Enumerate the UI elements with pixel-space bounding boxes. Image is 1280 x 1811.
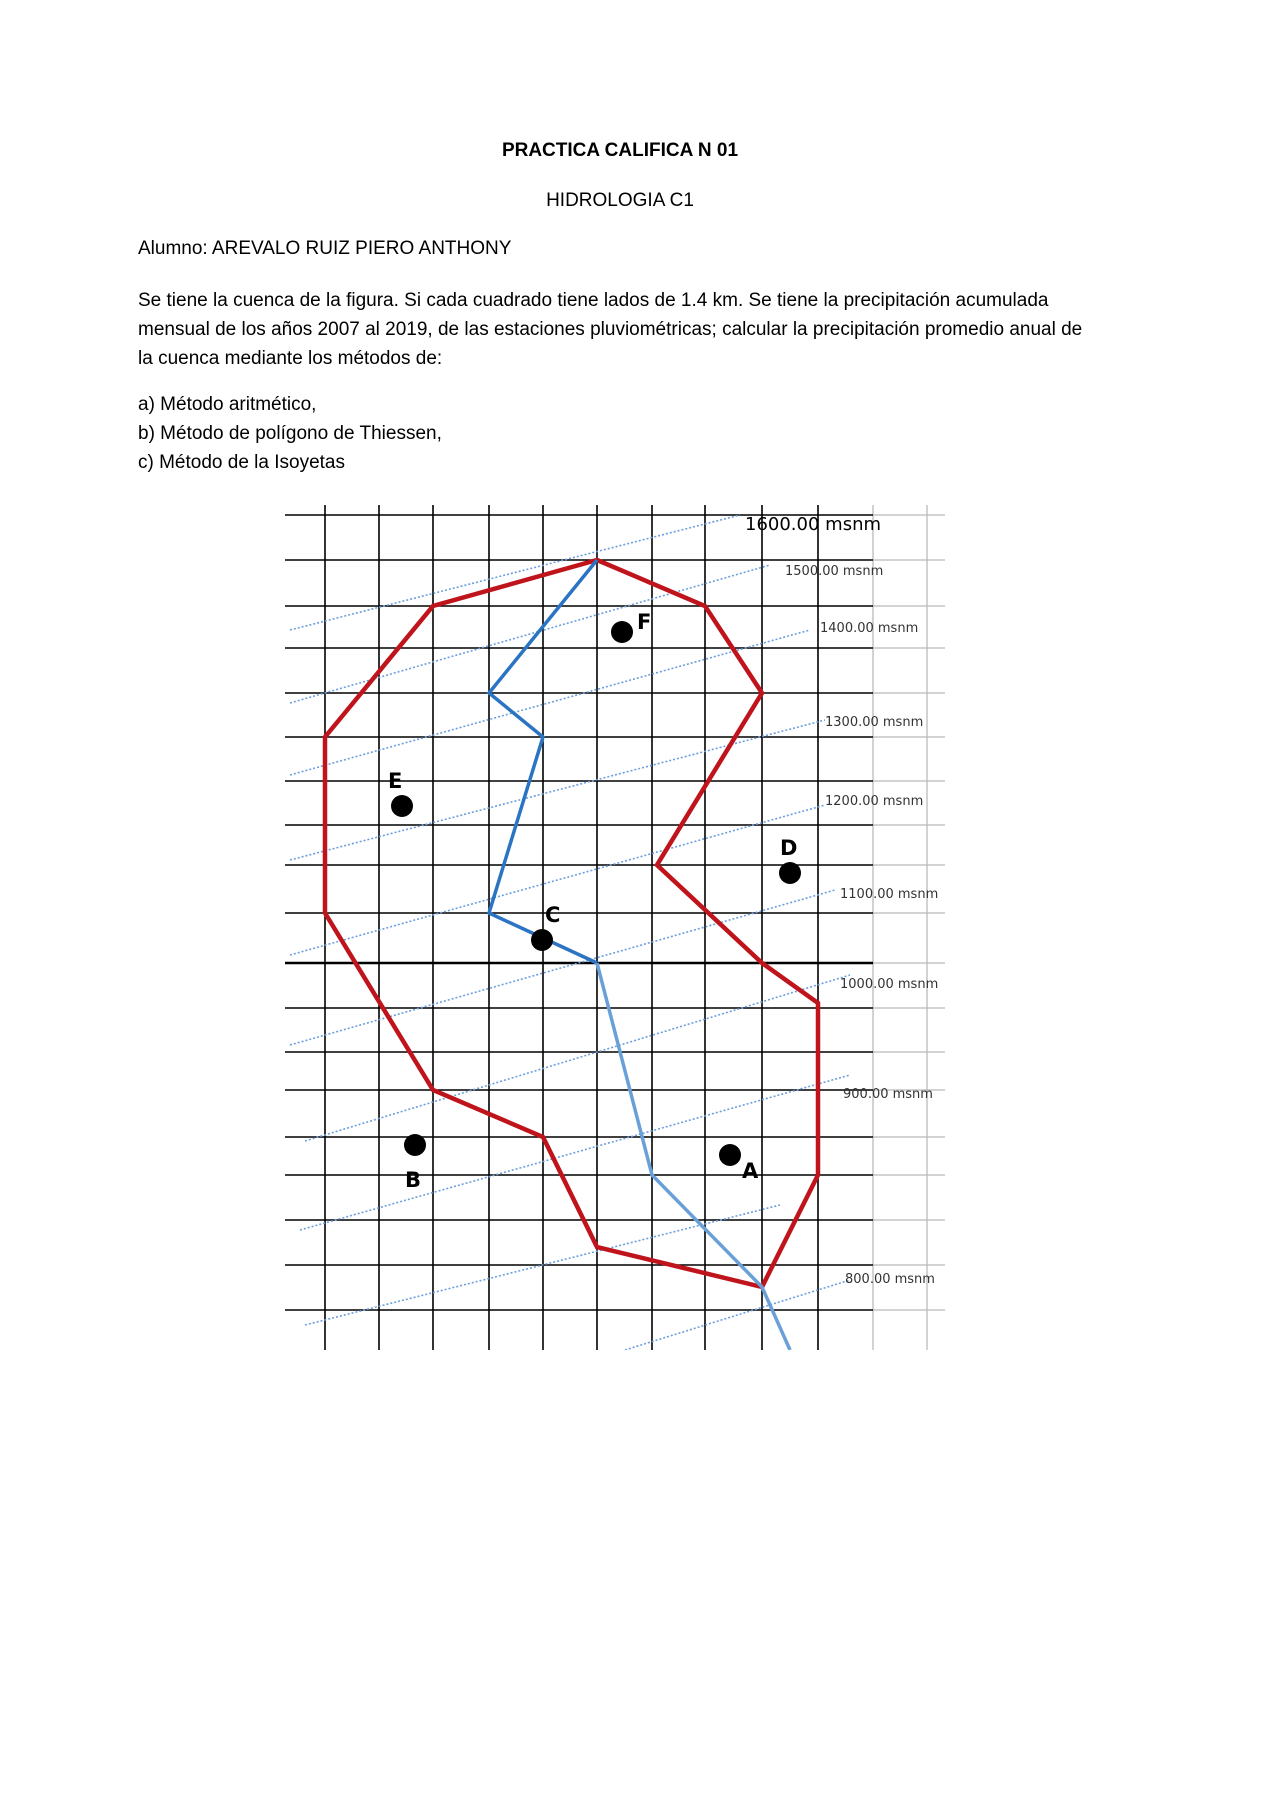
contour-label: 900.00 msnm bbox=[843, 1087, 933, 1102]
station-label: D bbox=[780, 836, 798, 860]
station-label: F bbox=[637, 610, 652, 634]
contour-lines bbox=[290, 515, 850, 1350]
contour-line bbox=[290, 720, 825, 860]
station-marker bbox=[611, 621, 633, 643]
contour-line bbox=[305, 975, 850, 1141]
river-lower bbox=[597, 963, 790, 1350]
station-label: C bbox=[545, 903, 561, 927]
contour-label: 1600.00 msnm bbox=[745, 514, 882, 535]
station-label: B bbox=[405, 1168, 422, 1192]
station-marker bbox=[391, 795, 413, 817]
basin-figure bbox=[280, 505, 960, 1350]
station-label: A bbox=[742, 1159, 759, 1183]
method-item: a) Método aritmético, bbox=[138, 394, 317, 415]
method-item: c) Método de la Isoyetas bbox=[138, 452, 345, 473]
station-marker bbox=[404, 1134, 426, 1156]
contour-label: 1500.00 msnm bbox=[785, 564, 884, 579]
station-marker bbox=[719, 1144, 741, 1166]
basin-map bbox=[280, 505, 960, 1350]
contour-line bbox=[290, 515, 740, 630]
station-label: E bbox=[388, 769, 403, 793]
problem-statement bbox=[138, 286, 1098, 373]
station-marker bbox=[531, 929, 553, 951]
document-subtitle: HIDROLOGIA C1 bbox=[546, 190, 694, 211]
contour-labels bbox=[745, 514, 938, 1287]
document-title: PRACTICA CALIFICA N 01 bbox=[501, 140, 739, 161]
contour-line bbox=[625, 1280, 850, 1350]
contour-label: 1400.00 msnm bbox=[820, 621, 919, 636]
methods-list bbox=[138, 390, 442, 477]
contour-line bbox=[290, 630, 810, 775]
contour-label: 1200.00 msnm bbox=[825, 794, 924, 809]
statement-text: Se tiene la cuenca de la figura. Si cada cuadrado tiene lados de 1.4 km. Se tiene la precipitación acumulada mensual de los años 2007 al 2019, de las estaciones pluviométricas; calcular la precipitación promedio anual de la cuenca mediante los métodos de: bbox=[138, 290, 1083, 369]
contour-line bbox=[290, 565, 770, 703]
contour-label: 1100.00 msnm bbox=[840, 887, 939, 902]
contour-label: 1000.00 msnm bbox=[840, 977, 939, 992]
stations bbox=[388, 610, 801, 1192]
contour-line bbox=[290, 805, 825, 955]
student-name: Alumno: AREVALO RUIZ PIERO ANTHONY bbox=[138, 238, 512, 259]
contour-label: 800.00 msnm bbox=[845, 1272, 935, 1287]
station-marker bbox=[779, 862, 801, 884]
contour-label: 1300.00 msnm bbox=[825, 715, 924, 730]
method-item: b) Método de polígono de Thiessen, bbox=[138, 423, 442, 444]
